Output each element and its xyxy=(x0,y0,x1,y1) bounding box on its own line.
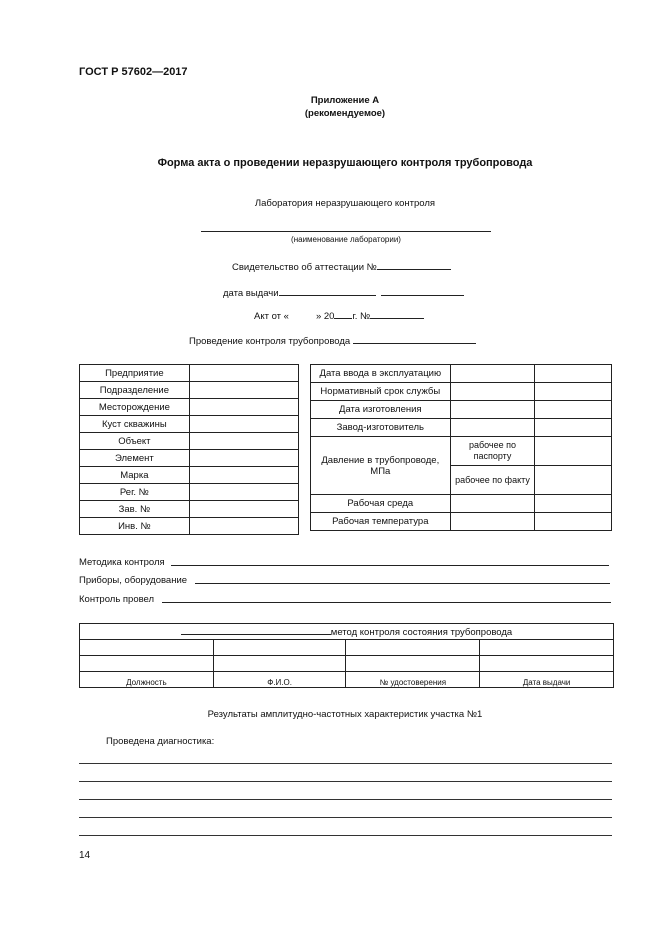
table-row xyxy=(311,513,612,531)
column-issue-date: Дата выдачи xyxy=(480,672,614,688)
value-cell[interactable] xyxy=(450,383,535,401)
manufacturer-label: Завод-изготовитель xyxy=(311,419,451,437)
manufacture-date-label: Дата изготовления xyxy=(311,401,451,419)
table-row xyxy=(80,416,299,433)
certificate-label: Свидетельство об аттестации № xyxy=(232,262,377,273)
table-row xyxy=(80,433,299,450)
method-table xyxy=(79,623,614,688)
table-row xyxy=(80,450,299,467)
pressure-passport-label: рабочее по паспорту xyxy=(450,437,535,466)
inspector-line[interactable] xyxy=(162,593,611,603)
method-table-header xyxy=(80,624,614,640)
value-cell[interactable] xyxy=(450,513,535,531)
table-row xyxy=(80,672,614,688)
value-cell[interactable] xyxy=(213,640,346,656)
act-number-line[interactable] xyxy=(370,309,424,319)
commissioning-date-label: Дата ввода в эксплуатацию xyxy=(311,365,451,383)
column-certificate-no: № удостоверения xyxy=(346,672,480,688)
table-row xyxy=(311,437,612,466)
act-mid: » 20 xyxy=(315,311,335,322)
diagnostics-line-3[interactable] xyxy=(79,799,612,800)
table-row xyxy=(80,640,614,656)
value-cell[interactable] xyxy=(535,419,612,437)
row-label-field: Месторождение xyxy=(80,399,190,416)
value-cell[interactable] xyxy=(189,518,298,535)
value-cell[interactable] xyxy=(189,365,298,382)
form-title: Форма акта о проведении неразрушающего контроля трубопровода xyxy=(157,157,533,169)
value-cell[interactable] xyxy=(213,656,346,672)
table-row xyxy=(80,399,299,416)
results-title: Результаты амплитудно-частотных характеристик участка №1 xyxy=(207,709,483,720)
value-cell[interactable] xyxy=(480,656,614,672)
standard-header: ГОСТ Р 57602—2017 xyxy=(79,66,188,78)
diagnostics-line-4[interactable] xyxy=(79,817,612,818)
value-cell[interactable] xyxy=(346,656,480,672)
row-label-grade: Марка xyxy=(80,467,190,484)
column-position: Должность xyxy=(80,672,214,688)
equipment-label: Приборы, оборудование xyxy=(79,575,188,586)
value-cell[interactable] xyxy=(450,419,535,437)
diagnostics-line-2[interactable] xyxy=(79,781,612,782)
value-cell[interactable] xyxy=(189,450,298,467)
act-year-suffix: г. № xyxy=(352,311,371,322)
table-row xyxy=(80,484,299,501)
pipeline-params-table xyxy=(310,364,612,531)
table-row xyxy=(311,365,612,383)
act-row xyxy=(254,309,424,322)
table-row xyxy=(80,656,614,672)
value-cell[interactable] xyxy=(189,399,298,416)
inspector-row xyxy=(79,594,611,605)
pipeline-row xyxy=(189,334,476,347)
value-cell[interactable] xyxy=(535,466,612,495)
value-cell[interactable] xyxy=(80,656,214,672)
lab-caption: (наименование лаборатории) xyxy=(291,235,401,244)
table-row xyxy=(80,365,299,382)
act-year-line[interactable] xyxy=(334,309,352,319)
value-cell[interactable] xyxy=(535,437,612,466)
value-cell[interactable] xyxy=(535,383,612,401)
table-row xyxy=(80,518,299,535)
method-line[interactable] xyxy=(171,556,609,566)
value-cell[interactable] xyxy=(189,467,298,484)
value-cell[interactable] xyxy=(189,501,298,518)
appendix-subtitle: (рекомендуемое) xyxy=(304,108,386,119)
diagnostics-line-1[interactable] xyxy=(79,763,612,764)
table-row xyxy=(80,501,299,518)
appendix-title: Приложение А xyxy=(310,95,380,106)
inspector-label: Контроль провел xyxy=(79,594,155,605)
method-name-line[interactable] xyxy=(181,626,331,635)
row-label-object: Объект xyxy=(80,433,190,450)
column-full-name: Ф.И.О. xyxy=(213,672,346,688)
row-label-serial-no: Зав. № xyxy=(80,501,190,518)
lab-name-line[interactable] xyxy=(201,231,491,232)
row-label-enterprise: Предприятие xyxy=(80,365,190,382)
object-info-table xyxy=(79,364,299,535)
issue-date-line-1[interactable] xyxy=(279,286,376,296)
row-label-well-cluster: Куст скважины xyxy=(80,416,190,433)
page-number: 14 xyxy=(79,850,91,861)
table-row xyxy=(311,383,612,401)
medium-label: Рабочая среда xyxy=(311,495,451,513)
diagnostics-label: Проведена диагностика: xyxy=(106,736,215,747)
value-cell[interactable] xyxy=(189,382,298,399)
pressure-actual-label: рабочее по факту xyxy=(450,466,535,495)
value-cell[interactable] xyxy=(535,495,612,513)
table-row xyxy=(311,419,612,437)
act-prefix: Акт от « xyxy=(254,311,289,322)
value-cell[interactable] xyxy=(535,401,612,419)
issue-date-line-2[interactable] xyxy=(381,286,464,296)
pipeline-line[interactable] xyxy=(353,334,476,344)
value-cell[interactable] xyxy=(346,640,480,656)
certificate-number-line[interactable] xyxy=(377,260,451,270)
method-table-header-text: метод контроля состояния трубопровода xyxy=(330,626,513,638)
service-life-label: Нормативный срок службы xyxy=(311,383,451,401)
row-label-division: Подразделение xyxy=(80,382,190,399)
value-cell[interactable] xyxy=(450,401,535,419)
diagnostics-line-5[interactable] xyxy=(79,835,612,836)
row-label-element: Элемент xyxy=(80,450,190,467)
equipment-line[interactable] xyxy=(195,574,610,584)
table-row xyxy=(80,624,614,640)
lab-label: Лаборатория неразрушающего контроля xyxy=(254,198,436,209)
table-row xyxy=(80,382,299,399)
issue-date-row xyxy=(223,286,464,299)
value-cell[interactable] xyxy=(80,640,214,656)
table-row xyxy=(311,495,612,513)
method-label: Методика контроля xyxy=(79,557,165,568)
value-cell[interactable] xyxy=(450,495,535,513)
value-cell[interactable] xyxy=(450,365,535,383)
temperature-label: Рабочая температура xyxy=(311,513,451,531)
method-row xyxy=(79,557,609,568)
value-cell[interactable] xyxy=(535,513,612,531)
table-row xyxy=(311,401,612,419)
value-cell[interactable] xyxy=(189,433,298,450)
pipeline-label: Проведение контроля трубопровода xyxy=(189,336,351,347)
pressure-label: Давление в трубопроводе, МПа xyxy=(311,437,451,495)
value-cell[interactable] xyxy=(480,640,614,656)
equipment-row xyxy=(79,575,610,586)
table-row xyxy=(80,467,299,484)
value-cell[interactable] xyxy=(535,365,612,383)
value-cell[interactable] xyxy=(189,484,298,501)
row-label-reg-no: Рег. № xyxy=(80,484,190,501)
issue-date-label: дата выдачи xyxy=(223,288,279,299)
row-label-inv-no: Инв. № xyxy=(80,518,190,535)
value-cell[interactable] xyxy=(189,416,298,433)
certificate-row xyxy=(232,260,451,273)
